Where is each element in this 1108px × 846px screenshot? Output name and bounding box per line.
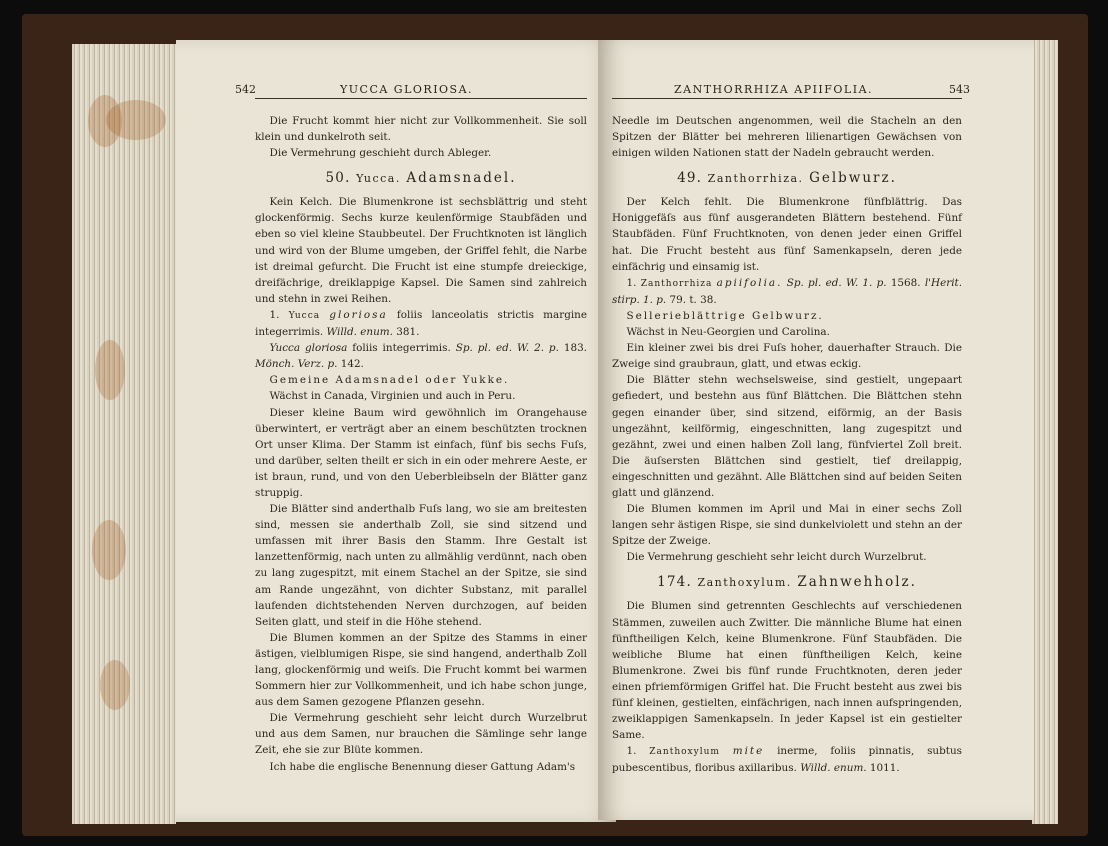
paragraph: Die Vermehrung geschieht sehr leicht durch Wurzelbrut. — [626, 551, 927, 564]
foxing-stain — [88, 95, 122, 147]
species-diagnosis: inerme, foliis pinnatis, subtus pubescentibus, floribus axillaribus. — [612, 745, 962, 775]
left-page-edges — [72, 44, 176, 824]
species-epithet: apiifolia. — [716, 276, 783, 289]
section-number: 174. — [657, 574, 692, 591]
common-name: Gelbwurz. — [809, 170, 897, 187]
species-number: 1. — [626, 745, 637, 758]
citation-page: 1011. — [869, 762, 900, 775]
citation: Sp. pl. ed. W. 2. p. — [455, 342, 559, 355]
paragraph: Die Vermehrung geschieht durch Ableger. — [269, 147, 492, 160]
section-heading — [612, 169, 962, 188]
paragraph: Die Blumen kommen im April und Mai in einer sechs Zoll langen sehr ästigen Rispe, sie sind dunkelviolett und stehn an der Spitze der Zweige. — [612, 503, 962, 548]
genus-name: Zanthorrhiza. — [707, 172, 804, 186]
species-number: 1. — [626, 276, 637, 289]
species-diagnosis: foliis lanceolatis strictis margine integerrimis. — [255, 308, 588, 339]
foxing-stain — [92, 520, 126, 580]
species-number: 1. — [269, 308, 280, 321]
right-page-text — [612, 80, 970, 776]
left-page-text — [235, 80, 588, 775]
species-epithet: gloriosa — [329, 308, 388, 321]
paragraph: Kein Kelch. Die Blumenkrone ist sechsblättrig und steht glockenförmig. Sechs kurze keulenförmige Staubfäden und eben so viel kleine Staubbeutel. Der Fruchtknoten ist länglich und wird von der Blume umgeben, der Griffel fehlt, die Narbe ist dreimal gefurcht. Die Frucht ist eine stumpfe dreieckige, dreifächrige, dreiklappige Kapsel. Die Samen sind zahlreich und stehn in zwei Reihen. — [255, 196, 587, 305]
running-head — [235, 80, 587, 99]
citation-page: 142. — [340, 358, 364, 371]
species-epithet: mite — [732, 745, 765, 758]
running-title: ZANTHORRHIZA APIIFOLIA. — [674, 83, 874, 96]
genus-name: Zanthoxylum. — [697, 576, 792, 590]
paragraph: Ein kleiner zwei bis drei Fuſs hoher, dauerhafter Strauch. Die Zweige sind graubraun, glatt, und etwas eckig. — [612, 342, 962, 371]
species-genus: Zanthorrhiza — [640, 278, 713, 289]
running-head — [612, 80, 970, 99]
species-genus: Zanthoxylum — [649, 747, 720, 758]
paragraph: Needle im Deutschen angenommen, weil die Stacheln an den Spitzen der Blätter bei mehreren lilienartigen Gewächsen von einigen wilden Nationen statt der Nadeln gebraucht werden. — [612, 115, 962, 160]
paragraph: Dieser kleine Baum wird gewöhnlich im Orangehause überwintert, er verträgt aber an einem beschützten trocknen Ort unser Klima. Der Stamm ist einfach, fünf bis sechs Fuſs, und darüber, selten theilt er sich in ein oder mehrere Aeste, er ist braun, rund, und von den Ueberbleibseln der Blätter ganz struppig. — [255, 406, 587, 499]
citation-page: 381. — [396, 326, 420, 339]
synonym-entry — [255, 340, 587, 372]
page-number: 542 — [235, 83, 256, 96]
foxing-stain — [100, 660, 130, 710]
right-page-edges — [1032, 40, 1058, 824]
paragraph: Die Vermehrung geschieht sehr leicht durch Wurzelbrut und aus dem Samen, nur brauchen die Sämlinge sehr lange Zeit, ehe sie zur Blüte kommen. — [255, 712, 587, 757]
common-name: Adamsnadel. — [406, 170, 517, 187]
foxing-stain — [95, 340, 125, 400]
citation: Willd. enum. — [800, 762, 867, 775]
vernacular-name: Gemeine Adamsnadel oder Yukke. — [269, 374, 510, 387]
synonym-name: Yucca gloriosa — [269, 342, 348, 355]
paragraph: Die Frucht kommt hier nicht zur Vollkommenheit. Sie soll klein und dunkelroth seit. — [255, 115, 587, 144]
species-entry — [612, 275, 962, 308]
running-title: YUCCA GLORIOSA. — [340, 83, 474, 96]
species-entry — [255, 307, 587, 340]
section-heading — [612, 573, 962, 592]
citation: l'Herit. stirp. 1. p. — [612, 276, 963, 306]
common-name: Zahnwehholz. — [797, 574, 917, 591]
paragraph: Der Kelch fehlt. Die Blumenkrone fünfblättrig. Das Honiggefäſs aus fünf ausgerandeten Blättern bestehend. Fünf Staubfäden. Fünf Fruchtknoten, von denen jeder einen Griffel hat. Die Frucht besteht aus fünf Samenkapseln, deren jede einfächrig und einsamig ist. — [612, 196, 962, 273]
citation-page: 79. t. 38. — [669, 293, 717, 306]
paragraph: Die Blumen kommen an der Spitze des Stamms in einer ästigen, vielblumigen Rispe, sie sind hangend, anderthalb Zoll lang, glockenförmig und weiſs. Die Frucht kommt bei warmen Sommern hier zur Vollkommenheit, und ich habe schon junge, aus dem Samen gezogene Pflanzen gesehn. — [255, 631, 587, 709]
species-genus: Yucca — [288, 310, 321, 321]
citation-page: 183. — [563, 342, 587, 355]
synonym-diagnosis: foliis integerrimis. — [352, 342, 451, 355]
genus-name: Yucca. — [356, 172, 401, 186]
paragraph: Die Blumen sind getrennten Geschlechts auf verschiedenen Stämmen, zuweilen auch Zwitter. Die männliche Blume hat einen fünftheiligen Kelch, keine Blumenkrone. Fünf Staubfäden. Die weibliche Blume hat einen fünftheiligen Kelch, keine Blumenkrone. Zwei bis fünf runde Fruchtknoten, deren jeder einen pfriemförmigen Griffel hat. Die Frucht besteht aus zwei bis fünf kleinen, gestielten, einfächrigen, nach innen aufspringenden, zweiklappigen Samenkapseln. In jeder Kapsel ist ein gestielter Same. — [612, 600, 962, 742]
citation-page: 1568. — [890, 276, 921, 289]
distribution: Wächst in Canada, Virginien und auch in Peru. — [269, 390, 516, 403]
page-number: 543 — [949, 83, 970, 96]
distribution: Wächst in Neu-Georgien und Carolina. — [626, 326, 830, 339]
citation: Sp. pl. ed. W. 1. p. — [786, 276, 887, 289]
vernacular-name: Sellerieblättrige Gelbwurz. — [626, 309, 824, 322]
paragraph: Die Blätter stehn wechselsweise, sind gestielt, ungepaart gefiedert, und bestehn aus fünf Blättchen. Die Blättchen stehn gegen einander über, sind sitzend, eiförmig, an der Basis ungezähnt, keilförmig, eingeschnitten, lang zugespitzt und gezähnt, zwei und einen halben Zoll lang, fünfviertel Zoll breit. Die äuſsersten Blättchen sind gestielt, tief dreilappig, eingeschnitten und gezähnt. Alle Blättchen sind auf beiden Seiten glatt und glänzend. — [612, 374, 962, 499]
citation: Willd. enum. — [326, 326, 393, 339]
catchline: Ich habe die englische Benennung dieser Gattung Adam's — [269, 760, 576, 773]
section-number: 50. — [325, 170, 351, 187]
citation: Mönch. Verz. p. — [255, 358, 338, 371]
section-heading — [255, 169, 587, 188]
section-number: 49. — [677, 170, 703, 187]
paragraph: Die Blätter sind anderthalb Fuſs lang, wo sie am breitesten sind, messen sie anderthalb Zoll, sie sind sitzend und umfassen mit ihrer Basis den Stamm. Ihre Gestalt ist lanzettenförmig, nach unten zu allmählig verdünnt, nach oben zu lang zugespitzt, mit einem Stachel an der Spitze, sie sind am Rande ungezähnt, von dichter Substanz, mit parallel laufenden dichtstehenden Nerven durchzogen, auf beiden Seiten glatt, und steif in die Höhe stehend. — [255, 503, 587, 628]
species-entry — [612, 743, 962, 776]
